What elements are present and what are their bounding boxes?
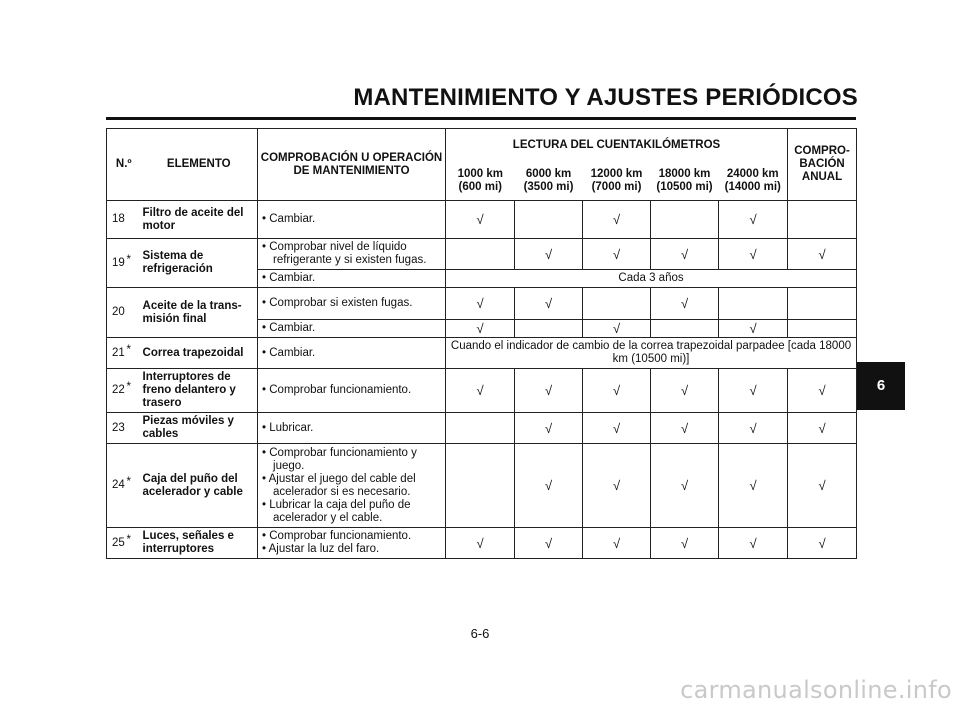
empty-cell: [788, 201, 857, 239]
table-row: [107, 288, 857, 320]
check-mark: √: [515, 444, 583, 528]
row-element: Correa trapezoidal: [141, 338, 258, 369]
interval-text: Cuando el indicador de cambio de la correa trapezoidal parpadee [cada 18000 km (10500 mi)]: [446, 338, 857, 369]
row-number: 19: [107, 239, 127, 288]
check-mark: √: [446, 201, 515, 239]
check-mark: √: [446, 528, 515, 559]
check-mark: √: [651, 369, 719, 413]
empty-cell: [515, 201, 583, 239]
header-element: ELEMENTO: [141, 129, 258, 201]
watermark: carmanualsonline.info: [680, 676, 952, 704]
check-mark: √: [788, 369, 857, 413]
check-mark: √: [719, 320, 788, 338]
header-operation: COMPROBACIÓN U OPERACIÓN DE MANTENIMIENTO: [258, 129, 446, 201]
check-mark: √: [446, 320, 515, 338]
table-row: [107, 528, 857, 559]
table-row: [107, 239, 857, 270]
row-star: *: [127, 338, 141, 369]
check-mark: √: [651, 528, 719, 559]
header-interval-1: 1000 km (600 mi): [446, 163, 515, 201]
row-number: 18: [107, 201, 127, 239]
row-number: 24: [107, 444, 127, 528]
row-element: Sistema de refrigeración: [141, 239, 258, 288]
header-num: N.º: [107, 129, 141, 201]
empty-cell: [651, 320, 719, 338]
row-operation: • Lubricar.: [258, 413, 446, 444]
row-operation: • Comprobar nivel de líquido refrigerante y si existen fugas.: [258, 239, 446, 270]
row-star: [127, 413, 141, 444]
row-star: [127, 201, 141, 239]
interval-text: Cada 3 años: [446, 270, 857, 288]
row-element: Aceite de la trans- misión final: [141, 288, 258, 338]
row-element: Piezas móviles y cables: [141, 413, 258, 444]
check-mark: √: [515, 288, 583, 320]
row-operation: • Cambiar.: [258, 338, 446, 369]
check-mark: √: [651, 288, 719, 320]
empty-cell: [446, 413, 515, 444]
empty-cell: [583, 288, 651, 320]
row-operation: • Comprobar funcionamiento y juego. • Ajustar el juego del cable del acelerador si es necesario. • Lubricar la caja del puño de acelerador y el cable.: [258, 444, 446, 528]
empty-cell: [651, 201, 719, 239]
check-mark: √: [719, 528, 788, 559]
table-row: [107, 369, 857, 413]
check-mark: √: [719, 413, 788, 444]
check-mark: √: [515, 528, 583, 559]
empty-cell: [719, 288, 788, 320]
check-mark: √: [583, 528, 651, 559]
table-row: [107, 444, 857, 528]
check-mark: √: [515, 413, 583, 444]
check-mark: √: [788, 413, 857, 444]
row-element: Filtro de aceite del motor: [141, 201, 258, 239]
table-row: [107, 338, 857, 369]
check-mark: √: [446, 369, 515, 413]
check-mark: √: [515, 369, 583, 413]
check-mark: √: [651, 239, 719, 270]
check-mark: √: [515, 239, 583, 270]
check-mark: √: [583, 444, 651, 528]
row-number: 22: [107, 369, 127, 413]
empty-cell: [446, 444, 515, 528]
check-mark: √: [583, 239, 651, 270]
row-element: Interruptores de freno delantero y trasero: [141, 369, 258, 413]
check-mark: √: [788, 444, 857, 528]
row-element: Caja del puño del acelerador y cable: [141, 444, 258, 528]
check-mark: √: [719, 369, 788, 413]
row-operation: • Cambiar.: [258, 320, 446, 338]
check-mark: √: [583, 369, 651, 413]
row-number: 20: [107, 288, 127, 338]
row-star: *: [127, 239, 141, 288]
row-operation: • Comprobar si existen fugas.: [258, 288, 446, 320]
table-row: [107, 413, 857, 444]
header-interval-5: 24000 km (14000 mi): [719, 163, 788, 201]
row-operation: • Cambiar.: [258, 270, 446, 288]
chapter-tab: 6: [857, 362, 905, 410]
row-star: *: [127, 369, 141, 413]
header-odometer: LECTURA DEL CUENTAKILÓMETROS: [446, 129, 788, 163]
row-star: *: [127, 528, 141, 559]
check-mark: √: [719, 201, 788, 239]
row-number: 23: [107, 413, 127, 444]
check-mark: √: [719, 444, 788, 528]
row-element: Luces, señales e interruptores: [141, 528, 258, 559]
header-interval-2: 6000 km (3500 mi): [515, 163, 583, 201]
maintenance-table: [106, 128, 857, 559]
empty-cell: [446, 239, 515, 270]
title-rule: [106, 117, 856, 120]
page-number: 6-6: [470, 626, 490, 641]
check-mark: √: [583, 320, 651, 338]
check-mark: √: [583, 413, 651, 444]
header-interval-4: 18000 km (10500 mi): [651, 163, 719, 201]
check-mark: √: [788, 239, 857, 270]
row-number: 25: [107, 528, 127, 559]
check-mark: √: [651, 444, 719, 528]
check-mark: √: [446, 288, 515, 320]
check-mark: √: [583, 201, 651, 239]
check-mark: √: [719, 239, 788, 270]
row-star: *: [127, 444, 141, 528]
check-mark: √: [788, 528, 857, 559]
header-interval-3: 12000 km (7000 mi): [583, 163, 651, 201]
row-operation: • Comprobar funcionamiento.: [258, 369, 446, 413]
row-star: [127, 288, 141, 338]
empty-cell: [515, 320, 583, 338]
header-annual: COMPRO- BACIÓN ANUAL: [788, 129, 857, 201]
row-operation: • Comprobar funcionamiento. • Ajustar la luz del faro.: [258, 528, 446, 559]
empty-cell: [788, 320, 857, 338]
empty-cell: [788, 288, 857, 320]
table-row: [107, 201, 857, 239]
row-operation: • Cambiar.: [258, 201, 446, 239]
row-number: 21: [107, 338, 127, 369]
check-mark: √: [651, 413, 719, 444]
page-title: MANTENIMIENTO Y AJUSTES PERIÓDICOS: [353, 84, 858, 111]
